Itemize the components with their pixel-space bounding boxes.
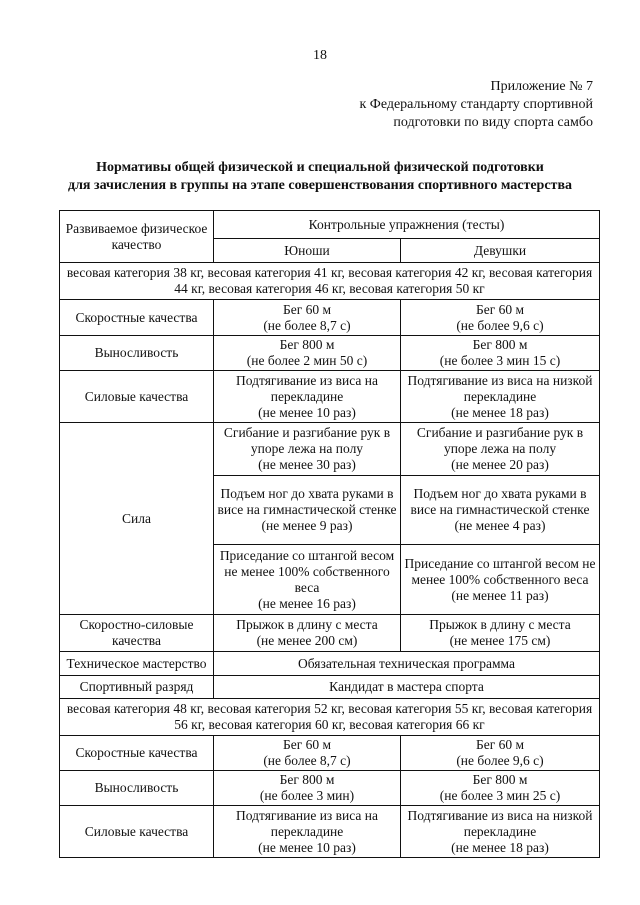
boys-endurance (214, 771, 401, 806)
test-norm: (не более 8,7 с) (263, 317, 351, 333)
table-row (60, 736, 600, 771)
test-norm: (не менее 10 раз) (258, 404, 356, 420)
test-norm: (не менее 200 см) (256, 633, 358, 648)
test-norm: (не менее 18 раз) (451, 839, 549, 855)
boys-power (214, 806, 401, 858)
girls-speed (401, 736, 600, 771)
girls-leg-raise (401, 476, 600, 545)
girls-power (401, 806, 600, 858)
girls-power (401, 371, 600, 423)
test-name: Бег 60 м (282, 737, 332, 752)
test-norm: (не менее 18 раз) (451, 404, 549, 420)
test-norm: (не более 3 мин 15 с) (439, 353, 561, 368)
test-name: Подъем ног до хвата руками в висе на гимнастической стенке (410, 486, 590, 517)
test-norm: (не более 9,6 с) (456, 753, 544, 768)
title-line-2: для зачисления в группы на этапе совершенствования спортивного мастерства (67, 178, 572, 193)
table-row (60, 300, 600, 336)
test-name: Сгибание и разгибание рук в упоре лежа на полу (223, 425, 391, 456)
test-name: Бег 800 м (472, 772, 528, 787)
boys-speed (214, 300, 401, 336)
test-norm: (не менее 10 раз) (258, 839, 356, 855)
weight-category-row (60, 263, 600, 300)
test-name: Подтягивание из виса на низкой перекладине (407, 372, 593, 404)
table-row (60, 771, 600, 806)
header-tests: Контрольные упражнения (тесты) (214, 211, 600, 239)
quality-speed: Скоростные качества (60, 736, 214, 771)
test-name: Бег 800 м (472, 337, 528, 352)
test-name: Прыжок в длину с места (236, 617, 378, 632)
table-row (60, 371, 600, 423)
test-norm: (не более 9,6 с) (456, 317, 544, 333)
test-norm: (не менее 4 раз) (454, 518, 546, 533)
test-norm: (не более 3 мин) (259, 788, 355, 803)
quality-endurance: Выносливость (60, 771, 214, 806)
test-name: Приседание со штангой весом не менее 100% собственного веса (219, 547, 395, 595)
page-number: 18 (313, 48, 327, 63)
test-name: Бег 60 м (475, 737, 525, 752)
quality-technical: Техническое мастерство (60, 652, 214, 676)
header-row (60, 211, 600, 239)
boys-power (214, 371, 401, 423)
table-row (60, 615, 600, 652)
boys-long-jump (214, 615, 401, 652)
test-name: Подъем ног до хвата руками в висе на гимнастической стенке (217, 486, 397, 517)
table-row (60, 652, 600, 676)
test-name: Подтягивание из виса на низкой перекладине (407, 807, 593, 839)
table-row (60, 423, 600, 476)
test-name: Сгибание и разгибание рук в упоре лежа на полу (416, 425, 584, 456)
boys-leg-raise (214, 476, 401, 545)
appendix-header (359, 78, 593, 132)
girls-pushups (401, 423, 600, 476)
test-norm: (не более 3 мин 25 с) (439, 788, 561, 803)
table-row (60, 676, 600, 699)
test-norm: (не менее 30 раз) (258, 457, 356, 472)
document-title (0, 159, 640, 195)
test-norm: (не менее 175 см) (449, 633, 551, 648)
technical-program: Обязательная техническая программа (214, 652, 600, 676)
header-boys: Юноши (214, 239, 401, 263)
quality-speed: Скоростные качества (60, 300, 214, 336)
girls-squat (401, 545, 600, 615)
test-norm: (не менее 20 раз) (451, 457, 549, 472)
test-name: Бег 800 м (279, 772, 335, 787)
test-name: Бег 800 м (279, 337, 335, 352)
table-row (60, 336, 600, 371)
norms-table (59, 210, 600, 858)
weight-category-row (60, 699, 600, 736)
girls-endurance (401, 771, 600, 806)
test-name: Прыжок в длину с места (429, 617, 571, 632)
table-row (60, 806, 600, 858)
boys-endurance (214, 336, 401, 371)
appendix-line-1: Приложение № 7 (490, 79, 593, 94)
test-norm: (не менее 16 раз) (258, 595, 356, 611)
test-norm: (не менее 9 раз) (261, 518, 353, 533)
appendix-line-3: подготовки по виду спорта самбо (393, 115, 593, 130)
test-name: Приседание со штангой весом не менее 100% собственного веса (404, 555, 596, 587)
quality-power: Силовые качества (60, 371, 214, 423)
title-line-1: Нормативы общей физической и специальной физической подготовки (96, 160, 544, 175)
header-quality: Развиваемое физическое качество (60, 211, 214, 263)
test-norm: (не более 2 мин 50 с) (246, 353, 368, 368)
weight-categories-1: весовая категория 38 кг, весовая категория 41 кг, весовая категория 42 кг, весовая категория 44 кг, весовая категория 46 кг, весовая категория 50 кг (60, 263, 600, 300)
quality-speed-power: Скоростно-силовые качества (60, 615, 214, 652)
quality-endurance: Выносливость (60, 336, 214, 371)
girls-speed (401, 300, 600, 336)
weight-categories-2: весовая категория 48 кг, весовая категория 52 кг, весовая категория 55 кг, весовая категория 56 кг, весовая категория 60 кг, весовая категория 66 кг (60, 699, 600, 736)
quality-rank: Спортивный разряд (60, 676, 214, 699)
boys-speed (214, 736, 401, 771)
appendix-line-2: к Федеральному стандарту спортивной (359, 97, 593, 112)
boys-pushups (214, 423, 401, 476)
test-name: Подтягивание из виса на перекладине (236, 807, 378, 839)
test-name: Бег 60 м (282, 301, 332, 317)
header-girls: Девушки (401, 239, 600, 263)
test-name: Подтягивание из виса на перекладине (236, 372, 378, 404)
girls-endurance (401, 336, 600, 371)
test-name: Бег 60 м (475, 301, 525, 317)
girls-long-jump (401, 615, 600, 652)
test-norm: (не менее 11 раз) (451, 587, 549, 603)
test-norm: (не более 8,7 с) (263, 753, 351, 768)
sport-rank: Кандидат в мастера спорта (214, 676, 600, 699)
quality-power: Силовые качества (60, 806, 214, 858)
quality-strength: Сила (60, 423, 214, 615)
boys-squat (214, 545, 401, 615)
